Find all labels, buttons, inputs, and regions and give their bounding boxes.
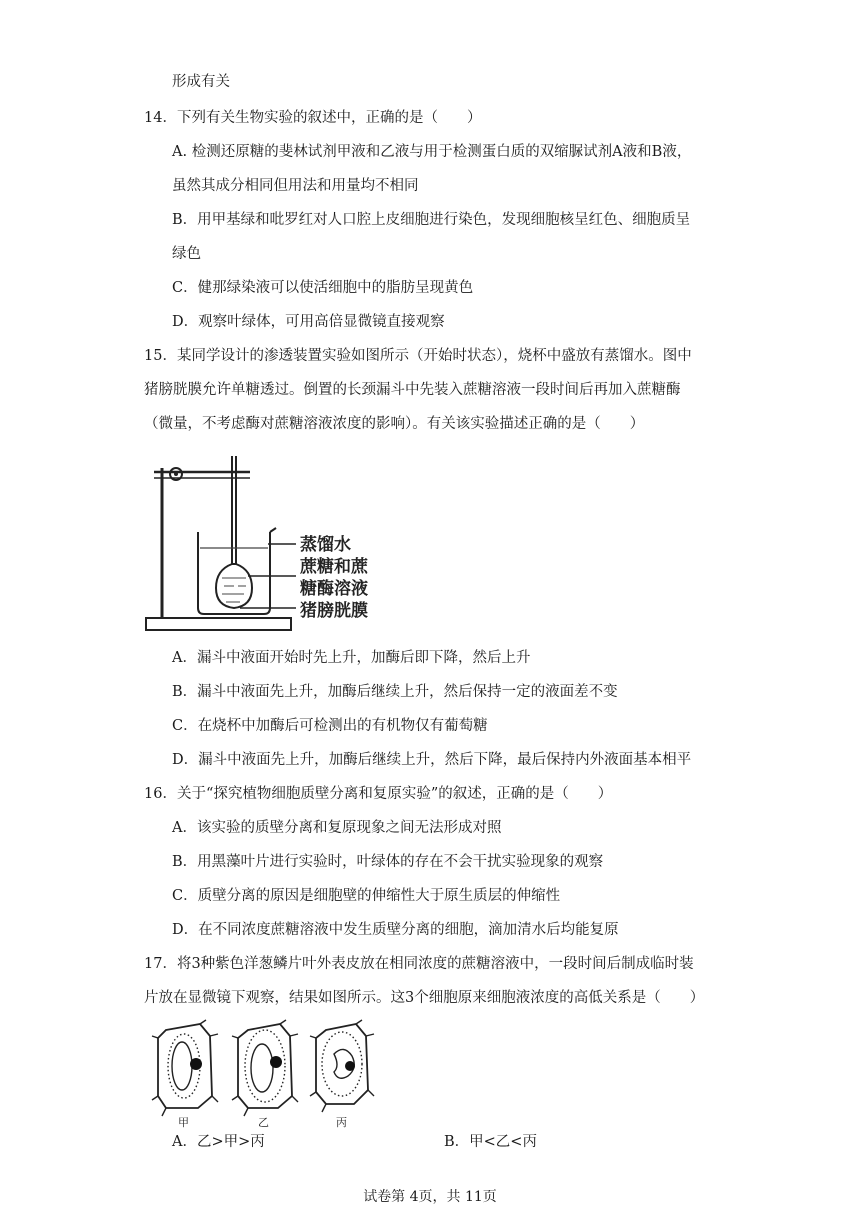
q15-option-b: B．漏斗中液面先上升，加酶后继续上升，然后保持一定的液面差不变 <box>172 684 618 700</box>
cell-bing <box>310 1020 374 1112</box>
q16-stem: 16．关于“探究植物细胞质壁分离和复原实验”的叙述，正确的是（ ） <box>144 786 613 802</box>
q17-option-a: A．乙>甲>丙 <box>172 1134 265 1150</box>
cell-label-jia: 甲 <box>178 1116 189 1128</box>
onion-cells-figure <box>148 1016 388 1128</box>
cell-label-bing: 丙 <box>336 1116 347 1128</box>
q17-stem-1: 17．将3种紫色洋葱鳞片叶外表皮放在相同浓度的蔗糖溶液中，一段时间后制成临时装 <box>144 956 694 972</box>
q17-stem-2: 片放在显微镜下观察，结果如图所示。这3个细胞原来细胞液浓度的高低关系是（ ） <box>144 990 705 1006</box>
q15-stem-1: 15．某同学设计的渗透装置实验如图所示（开始时状态），烧杯中盛放有蒸馏水。图中 <box>144 348 692 364</box>
q15-stem-3: （微量，不考虑酶对蔗糖溶液浓度的影响）。有关该实验描述正确的是（ ） <box>144 416 645 432</box>
page-footer: 试卷第 4页，共 11页 <box>363 1189 497 1205</box>
q14-option-a: A. 检测还原糖的斐林试剂甲液和乙液与用于检测蛋白质的双缩脲试剂A液和B液， <box>172 144 692 160</box>
q14-option-a-cont: 虽然其成分相同但用法和用量均不相同 <box>172 178 419 194</box>
q16-option-c: C．质壁分离的原因是细胞壁的伸缩性大于原生质层的伸缩性 <box>172 888 561 904</box>
q15-option-d: D．漏斗中液面先上升，加酶后继续上升，然后下降，最后保持内外液面基本相平 <box>172 752 692 768</box>
label-sucrase-solution: 糖酶溶液 <box>300 579 368 599</box>
q15-option-a: A．漏斗中液面开始时先上升，加酶后即下降，然后上升 <box>172 650 531 666</box>
cell-jia <box>152 1020 218 1116</box>
osmosis-apparatus-figure <box>140 446 400 636</box>
q15-option-c: C．在烧杯中加酶后可检测出的有机物仅有葡萄糖 <box>172 718 488 734</box>
q15-stem-2: 猪膀胱膜允许单糖透过。倒置的长颈漏斗中先装入蔗糖溶液一段时间后再加入蔗糖酶 <box>144 382 681 398</box>
cell-label-yi: 乙 <box>258 1116 269 1128</box>
q16-option-d: D．在不同浓度蔗糖溶液中发生质壁分离的细胞，滴加清水后均能复原 <box>172 922 619 938</box>
q17-option-b: B．甲<乙<丙 <box>444 1134 537 1150</box>
label-sucrose-and: 蔗糖和蔗 <box>300 557 368 577</box>
previous-question-tail: 形成有关 <box>172 74 230 90</box>
q14-option-d: D．观察叶绿体，可用高倍显微镜直接观察 <box>172 314 445 330</box>
q14-option-c: C．健那绿染液可以使活细胞中的脂肪呈现黄色 <box>172 280 474 296</box>
q14-option-b: B．用甲基绿和吡罗红对人口腔上皮细胞进行染色，发现细胞核呈红色、细胞质呈 <box>172 212 691 228</box>
label-pig-bladder-membrane: 猪膀胱膜 <box>300 601 368 621</box>
label-distilled-water: 蒸馏水 <box>300 535 351 555</box>
q16-option-a: A．该实验的质壁分离和复原现象之间无法形成对照 <box>172 820 502 836</box>
cell-yi <box>232 1020 298 1116</box>
q14-stem: 14．下列有关生物实验的叙述中，正确的是（ ） <box>144 110 482 126</box>
q14-option-b-cont: 绿色 <box>172 246 201 262</box>
q16-option-b: B．用黑藻叶片进行实验时，叶绿体的存在不会干扰实验现象的观察 <box>172 854 604 870</box>
